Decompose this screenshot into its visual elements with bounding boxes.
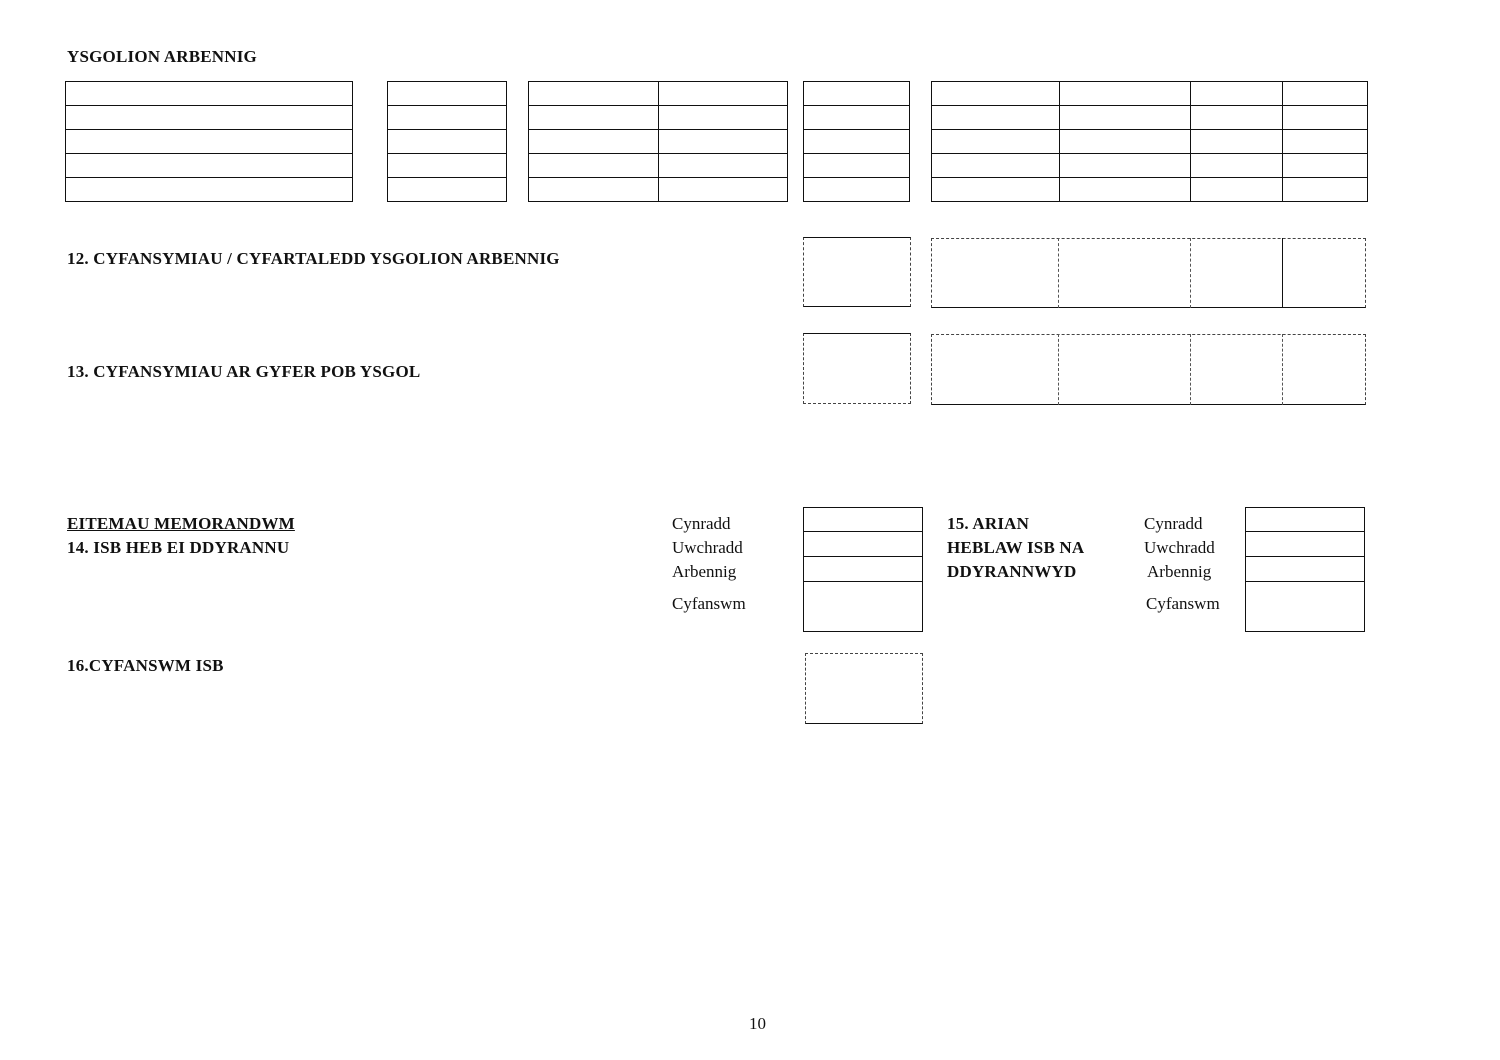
- table-cell[interactable]: [388, 154, 507, 178]
- item16-label: 16.CYFANSWM ISB: [67, 656, 224, 675]
- item14-row-label: Uwchradd: [672, 538, 743, 557]
- item15-label-line: HEBLAW ISB NA: [947, 538, 1085, 557]
- page-number: 10: [749, 1014, 766, 1033]
- table-cell[interactable]: [388, 82, 507, 106]
- item15-box: [1245, 507, 1365, 632]
- item15-row-label: Cynradd: [1144, 514, 1203, 533]
- table-cell[interactable]: [804, 178, 910, 202]
- item15-row-label: Cyfanswm: [1146, 594, 1220, 613]
- table-cell[interactable]: [66, 178, 353, 202]
- row13-divider: [1190, 334, 1191, 405]
- item15-row-divider: [1245, 556, 1365, 557]
- table-cell[interactable]: [1191, 130, 1283, 154]
- table-block-4: [803, 81, 910, 202]
- table-block-3: [528, 81, 788, 202]
- item14-row-divider: [803, 556, 923, 557]
- row12-divider: [1058, 238, 1059, 308]
- item15-row-divider: [1245, 531, 1365, 532]
- item15-row-label: Uwchradd: [1144, 538, 1215, 557]
- table-cell[interactable]: [1060, 82, 1191, 106]
- table-cell[interactable]: [66, 130, 353, 154]
- table-cell[interactable]: [529, 82, 659, 106]
- table-cell[interactable]: [66, 154, 353, 178]
- table-cell[interactable]: [1191, 178, 1283, 202]
- table-cell[interactable]: [529, 154, 659, 178]
- row13-box-a[interactable]: [803, 333, 911, 404]
- table-cell[interactable]: [804, 130, 910, 154]
- table-cell[interactable]: [1283, 106, 1368, 130]
- item14-row-label: Cynradd: [672, 514, 731, 533]
- table-cell[interactable]: [932, 82, 1060, 106]
- table-cell[interactable]: [932, 106, 1060, 130]
- table-block-5: [931, 81, 1368, 202]
- row13-divider: [1282, 334, 1283, 405]
- table-cell[interactable]: [388, 178, 507, 202]
- table-cell[interactable]: [1283, 178, 1368, 202]
- table-cell[interactable]: [1060, 130, 1191, 154]
- table-cell[interactable]: [658, 178, 788, 202]
- table-block-2: [387, 81, 507, 202]
- table-cell[interactable]: [804, 82, 910, 106]
- row12-divider: [1190, 238, 1191, 308]
- item15-label-line: 15. ARIAN: [947, 514, 1030, 533]
- table-cell[interactable]: [932, 178, 1060, 202]
- row12-box-a[interactable]: [803, 237, 911, 307]
- table-cell[interactable]: [932, 130, 1060, 154]
- memo-heading: EITEMAU MEMORANDWM: [67, 514, 295, 533]
- table-cell[interactable]: [658, 106, 788, 130]
- item14-row-label: Arbennig: [672, 562, 737, 581]
- row13-label: 13. CYFANSYMIAU AR GYFER POB YSGOL: [67, 362, 421, 381]
- table-cell[interactable]: [804, 106, 910, 130]
- table-cell[interactable]: [1060, 178, 1191, 202]
- row12-box-b[interactable]: [931, 238, 1366, 308]
- table-cell[interactable]: [932, 154, 1060, 178]
- item14-label: 14. ISB HEB EI DDYRANNU: [67, 538, 290, 557]
- row13-divider: [1058, 334, 1059, 405]
- item14-row-label: Cyfanswm: [672, 594, 746, 613]
- table-cell[interactable]: [658, 154, 788, 178]
- table-cell[interactable]: [388, 130, 507, 154]
- table-cell[interactable]: [529, 130, 659, 154]
- table-cell[interactable]: [658, 130, 788, 154]
- row12-label: 12. CYFANSYMIAU / CYFARTALEDD YSGOLION ARBENNIG: [67, 249, 560, 268]
- table-cell[interactable]: [1191, 106, 1283, 130]
- item14-box: [803, 507, 923, 632]
- table-cell[interactable]: [1060, 154, 1191, 178]
- item14-row-divider: [803, 531, 923, 532]
- section-title: YSGOLION ARBENNIG: [67, 47, 257, 66]
- row13-box-b[interactable]: [931, 334, 1366, 405]
- table-cell[interactable]: [1191, 154, 1283, 178]
- row12-divider: [1282, 238, 1283, 308]
- table-cell[interactable]: [388, 106, 507, 130]
- table-cell[interactable]: [1191, 82, 1283, 106]
- table-block-1: [65, 81, 353, 202]
- item14-row-divider: [803, 581, 923, 582]
- table-cell[interactable]: [66, 82, 353, 106]
- table-cell[interactable]: [66, 106, 353, 130]
- item15-row-divider: [1245, 581, 1365, 582]
- item15-row-label: Arbennig: [1147, 562, 1212, 581]
- table-cell[interactable]: [1283, 82, 1368, 106]
- table-cell[interactable]: [658, 82, 788, 106]
- table-cell[interactable]: [529, 106, 659, 130]
- item15-label-line: DDYRANNWYD: [947, 562, 1077, 581]
- table-cell[interactable]: [1060, 106, 1191, 130]
- table-cell[interactable]: [529, 178, 659, 202]
- item16-box[interactable]: [805, 653, 923, 724]
- table-cell[interactable]: [1283, 130, 1368, 154]
- table-cell[interactable]: [804, 154, 910, 178]
- table-cell[interactable]: [1283, 154, 1368, 178]
